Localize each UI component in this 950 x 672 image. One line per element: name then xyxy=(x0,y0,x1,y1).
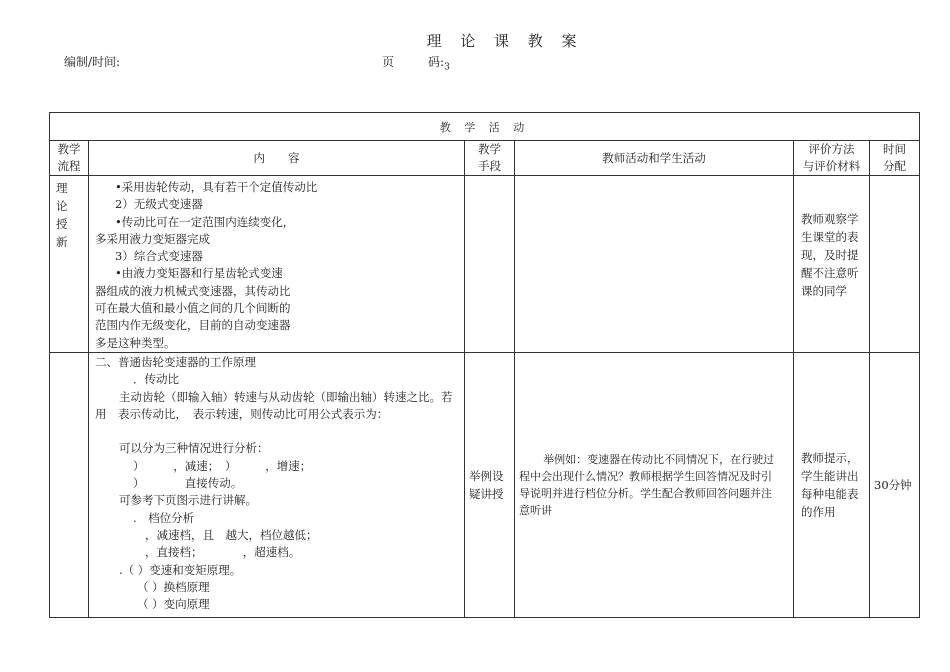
document-title: 理 论 课 教 案 xyxy=(426,32,584,50)
header-row xyxy=(50,141,920,176)
header-time: 时间 分配 xyxy=(870,141,920,176)
teaching-activity-table xyxy=(49,112,920,618)
means-cell: 举例设疑讲授 xyxy=(465,353,515,618)
header-content: 内 容 xyxy=(89,141,465,176)
content-cell: 二、普通齿轮变速器的工作原理 ．传动比 主动齿轮（即输入轴）转速与从动齿轮（即输出轴）转速之比。若 用 表示传动比， 表示转速，则传动比可用公式表示为： 可以分为三种情况进行分析： ） ，减速； ） ，增速； ） 直接传动。 可参考下页图示进行讲解。 . 档位分析 ，减速档，且 越大，档位越低； ，直接档； ，超速档。 .（ ）变速和变矩原理。 （ ）换档原理 （ ）变向原理 xyxy=(89,353,465,618)
evaluation-cell: 教师提示，学生能讲出每种电能表的作用 xyxy=(794,353,870,618)
header-flow: 教学 流程 xyxy=(50,141,89,176)
table-caption: 教 学 活 动 xyxy=(50,113,920,141)
activity-cell: 举例如：变速器在传动比不同情况下，在行驶过程中会出现什么情况？教师根据学生回答情况及时引导说明并进行档位分析。学生配合教师回答问题并注意听讲 xyxy=(515,353,794,618)
evaluation-cell: 教师观察学生课堂的表现，及时提醒不注意听课的同学 xyxy=(794,176,870,353)
header-evaluation: 评价方法 与评价材料 xyxy=(794,141,870,176)
page-number-field xyxy=(382,53,450,72)
means-cell-empty xyxy=(465,176,515,353)
prepared-time-label: 编制/时间: xyxy=(64,55,121,69)
content-cell: •采用齿轮传动，具有若干个定值传动比 2）无级式变速器 •传动比可在一定范围内连续变化， 多采用液力变矩器完成 3）综合式变速器 •由液力变矩器和行星齿轮式变速 器组成的液力机械式变速器，其传动比 可在最大值和最小值之间的几个间断的 范围内作无级变化，目前的自动变速器 多是这种类型。 xyxy=(89,176,465,353)
activity-cell-empty xyxy=(515,176,794,353)
flow-cell-empty xyxy=(50,353,89,618)
flow-cell: 理 论 授新 xyxy=(50,176,89,353)
time-cell: 30分钟 xyxy=(870,353,920,618)
page-label-a: 页 xyxy=(382,55,395,69)
table-row xyxy=(50,353,920,618)
time-cell-empty xyxy=(870,176,920,353)
header-means: 教学 手段 xyxy=(465,141,515,176)
table-row xyxy=(50,176,920,353)
header-activity: 教师活动和学生活动 xyxy=(515,141,794,176)
page-number: 3 xyxy=(444,62,450,73)
page-label-b: 码: xyxy=(428,55,445,69)
